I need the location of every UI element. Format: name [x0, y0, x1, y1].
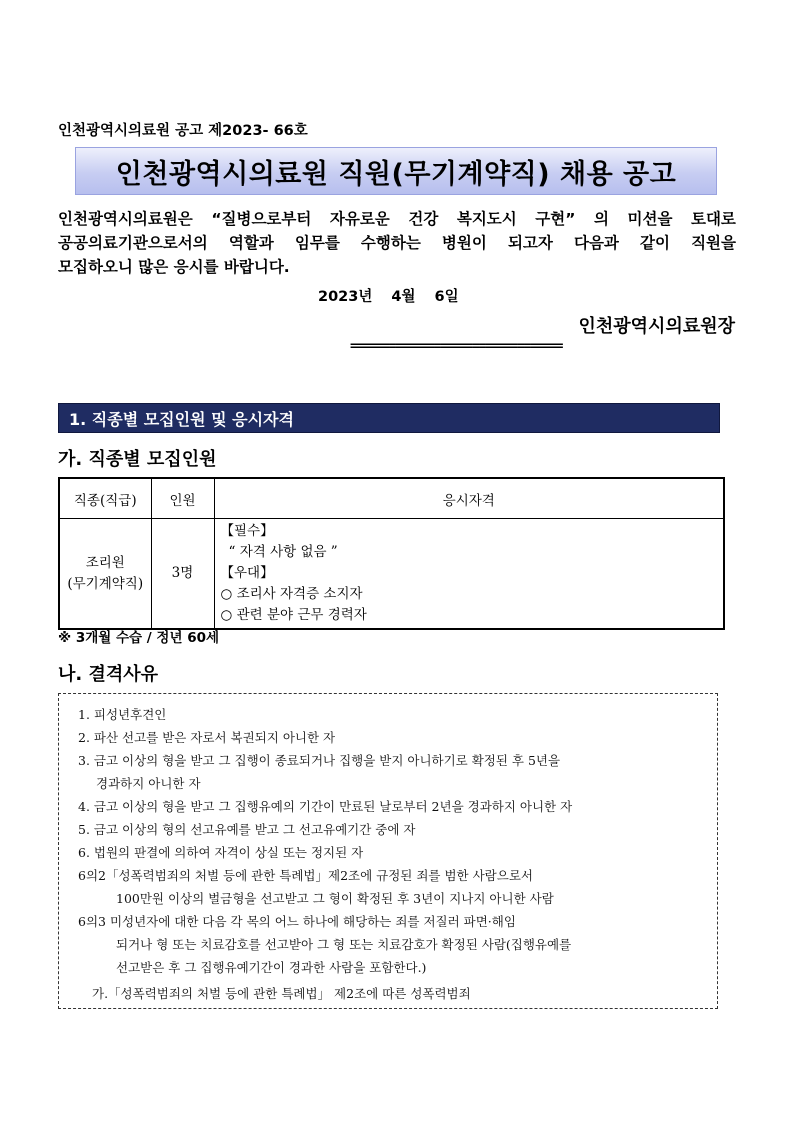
intro-word: 구현” — [535, 210, 576, 228]
page-title — [75, 147, 717, 195]
disqualification-item: 6의2「성폭력범죄의 처벌 등에 관한 특례법」제2조에 규정된 죄를 범한 사람으로서 — [78, 868, 533, 883]
job-title: 조리원 — [85, 554, 125, 571]
intro-word: “질병으로부터 — [211, 210, 312, 228]
table-row — [59, 519, 724, 630]
divider-line: ================================= — [350, 341, 563, 353]
probation-note: ※ 3개월 수습 / 정년 60세 — [58, 630, 220, 646]
table-header: 직종(직급) — [59, 478, 151, 519]
intro-word: 인천광역시의료원은 — [58, 210, 193, 228]
intro-word: 역할과 — [228, 234, 274, 252]
disqualification-item: 경과하지 아니한 자 — [96, 776, 201, 791]
intro-line — [58, 231, 736, 255]
disqualification-item: 100만원 이상의 벌금형을 선고받고 그 형이 확정된 후 3년이 지나지 아니한 사람 — [116, 891, 554, 906]
subsection-heading: 나. 결격사유 — [58, 664, 159, 685]
intro-word: 직원을 — [691, 234, 736, 252]
subsection-heading: 가. 직종별 모집인원 — [58, 449, 217, 470]
page-title-text: 인천광역시의료원 직원(무기계약직) 채용 공고 — [115, 158, 677, 190]
disqualification-item: 1. 피성년후견인 — [78, 707, 167, 722]
intro-word: 수행하는 — [360, 234, 421, 252]
qualification-line: 【우대】 — [220, 565, 274, 581]
disqualification-item: 4. 금고 이상의 형을 받고 그 집행유예의 기간이 만료된 날로부터 2년을 경과하지 아니한 자 — [78, 799, 573, 814]
recruitment-table — [58, 477, 725, 630]
qualification-cell — [214, 519, 724, 630]
disqualification-item: 되거나 형 또는 치료감호를 선고받아 그 형 또는 치료감호가 확정된 사람(집행유예를 — [116, 937, 572, 952]
intro-word: 미션을 — [627, 210, 673, 228]
intro-word: 병원이 — [441, 234, 487, 252]
disqualification-item: 2. 파산 선고를 받은 자로서 복권되지 아니한 자 — [78, 730, 336, 745]
qualification-line: ○ 관련 분야 근무 경력자 — [220, 607, 367, 623]
intro-line — [58, 207, 736, 231]
intro-line: 모집하오니 많은 응시를 바랍니다. — [58, 258, 290, 276]
notice-date: 2023년 4월 6일 — [318, 289, 459, 305]
table-header: 응시자격 — [214, 478, 724, 519]
intro-word: 되고자 — [507, 234, 553, 252]
notice-number: 인천광역시의료원 공고 제2023- 66호 — [58, 123, 308, 139]
intro-word: 같이 — [640, 234, 670, 252]
intro-word: 자유로운 — [329, 210, 390, 228]
disqualification-item: 가.「성폭력범죄의 처벌 등에 관한 특례법」 제2조에 따른 성폭력범죄 — [92, 986, 471, 1001]
disqualification-item: 6. 법원의 판결에 의하여 자격이 상실 또는 정지된 자 — [78, 845, 364, 860]
intro-word: 건강 — [408, 210, 439, 228]
table-header: 인원 — [151, 478, 214, 519]
disqualification-item: 3. 금고 이상의 형을 받고 그 집행이 종료되거나 집행을 받지 아니하기로 확정된 후 5년을 — [78, 753, 561, 768]
qualification-line: ○ 조리사 자격증 소지자 — [220, 586, 363, 602]
qualification-line: 【필수】 — [220, 523, 274, 539]
intro-word: 다음과 — [573, 234, 619, 252]
section-heading-1 — [58, 403, 720, 433]
signer: 인천광역시의료원장 — [578, 316, 735, 337]
intro-word: 복지도시 — [456, 210, 517, 228]
disqualification-item: 5. 금고 이상의 형의 선고유예를 받고 그 선고유예기간 중에 자 — [78, 822, 416, 837]
job-cell — [59, 519, 151, 630]
intro-word: 공공의료기관으로서의 — [58, 234, 208, 252]
intro-word: 토대로 — [690, 210, 736, 228]
table-header-row — [59, 478, 724, 519]
job-type: (무기계약직) — [67, 575, 144, 592]
intro-paragraph — [58, 207, 736, 279]
disqualification-box — [58, 693, 718, 1009]
disqualification-item: 6의3 미성년자에 대한 다음 각 목의 어느 하나에 해당하는 죄를 저질러 파면·해임 — [78, 914, 516, 929]
headcount-cell: 3명 — [151, 519, 214, 630]
section-heading-text: 1. 직종별 모집인원 및 응시자격 — [69, 409, 294, 429]
intro-word: 의 — [593, 210, 609, 228]
intro-word: 임무를 — [294, 234, 340, 252]
disqualification-item: 선고받은 후 그 집행유예기간이 경과한 사람을 포함한다.) — [116, 960, 427, 975]
qualification-line: “ 자격 사항 없음 ” — [228, 544, 338, 560]
